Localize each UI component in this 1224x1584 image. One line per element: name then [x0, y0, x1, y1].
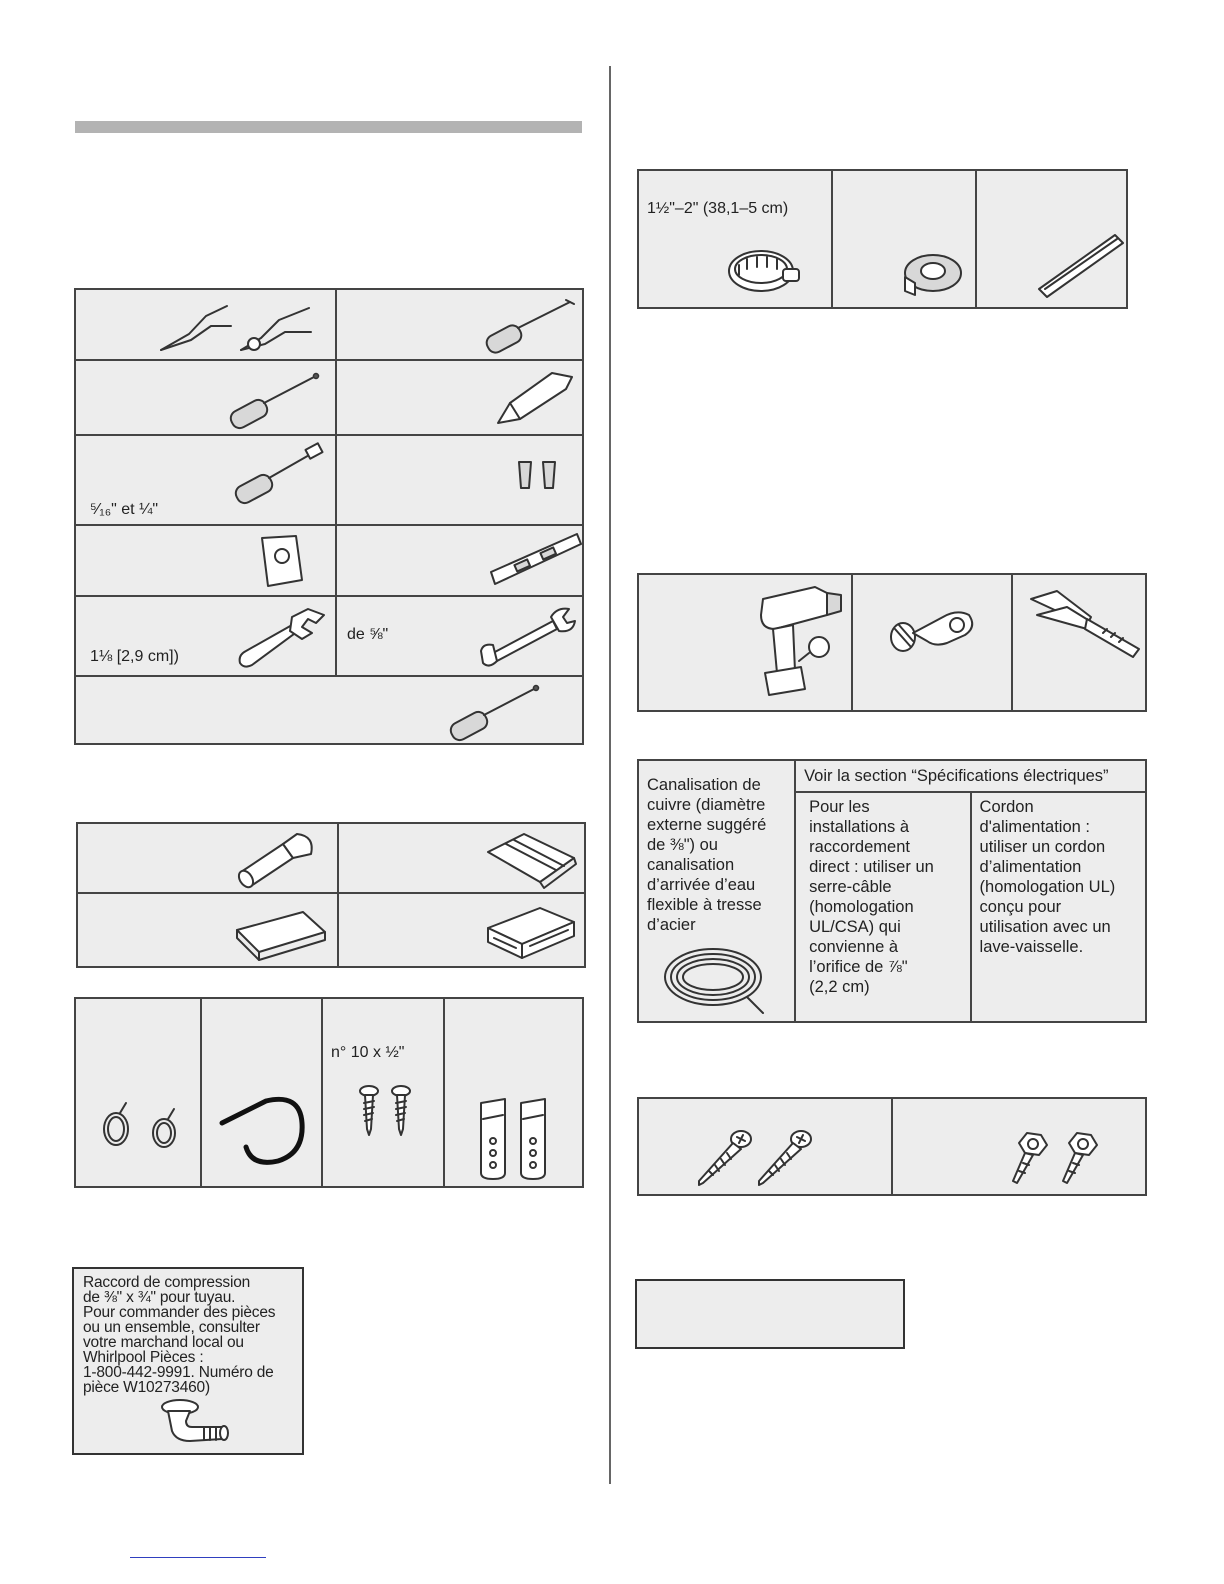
phillips-screwdriver-icon — [226, 369, 326, 431]
direct-wire-line: (2,2 cm) — [809, 978, 870, 996]
parts-cell-cable-tie — [201, 998, 323, 1187]
fitting-line: ou un ensemble, consulter — [83, 1319, 260, 1336]
power-cord-line: (homologation UL) — [979, 878, 1116, 896]
fitting-line: Raccord de compression — [83, 1274, 251, 1291]
electrical-header-cell — [795, 760, 1146, 792]
tools-cell-phillips — [75, 360, 336, 435]
open-end-wrench-icon — [477, 603, 577, 669]
parts-cell-screws — [322, 998, 444, 1187]
power-cord-line: d’alimentation — [979, 858, 1082, 876]
water-supply-text — [639, 761, 794, 941]
pliers-icon — [161, 296, 331, 356]
coiled-tubing-icon — [661, 945, 771, 1017]
hose-clamps-icon — [96, 1099, 196, 1155]
power-tools-table — [637, 573, 1147, 712]
direct-wire-cell — [795, 792, 970, 1022]
drain-cell-clamp — [638, 170, 832, 308]
direct-wire-line: l’orifice de ⅞" — [809, 958, 908, 976]
cable-tie-icon — [216, 1087, 316, 1177]
supply-line: canalisation — [647, 856, 735, 874]
flashlight-icon — [233, 830, 323, 890]
tools-table — [74, 288, 584, 745]
tools-cell-label: de ⅝" — [346, 626, 389, 643]
power-tool-cell-stripper — [1012, 574, 1146, 711]
power-cord-line: lave-vaisselle. — [979, 938, 1084, 956]
hose-clamp-icon — [727, 247, 807, 297]
tools-cell-pliers — [75, 289, 336, 360]
mounting-brackets-icon — [475, 1097, 565, 1181]
supply-line: Canalisation de — [647, 776, 761, 794]
tools-cell-level — [336, 525, 583, 596]
parts-table — [74, 997, 584, 1188]
fitting-line: Pour commander des pièces — [83, 1304, 276, 1321]
flat-screwdriver-icon — [482, 296, 582, 356]
parts-cell-clamps — [75, 998, 201, 1187]
direct-wire-line: direct : utiliser un — [809, 858, 934, 876]
wire-connectors-icon — [517, 458, 567, 494]
tools-cell-tape-measure — [75, 525, 336, 596]
tools-cell-label: 1⅛ [2,9 cm]) — [90, 648, 179, 665]
mounting-screws-table — [637, 1097, 1147, 1196]
tools-cell-knife — [336, 360, 583, 435]
optional-cell-pan — [77, 893, 338, 967]
power-cord-line: d'alimentation : — [979, 818, 1090, 836]
direct-wire-line: UL/CSA) qui — [809, 918, 901, 936]
fitting-line: 1-800-442-9991. Numéro de — [83, 1364, 274, 1381]
tape-roll-icon — [901, 251, 971, 297]
direct-wire-line: (homologation — [809, 898, 914, 916]
screwdriver-icon — [446, 681, 546, 743]
direct-wire-line: convienne à — [809, 938, 899, 956]
drain-cell-label: 1½"–2" (38,1–5 cm) — [647, 200, 789, 217]
tools-cell-flat-screwdriver — [336, 289, 583, 360]
shallow-pan-icon — [233, 904, 333, 960]
blank-label-box — [635, 1279, 905, 1349]
phillips-screws-icon — [691, 1125, 821, 1189]
wire-stripper-icon — [1027, 585, 1147, 665]
power-cord-line: utiliser un cordon — [979, 838, 1106, 856]
direct-wire-line: serre-câble — [809, 878, 892, 896]
fitting-line: de ⅜" x ¾" pour tuyau. — [83, 1289, 236, 1306]
power-cord-line: Cordon — [979, 798, 1034, 816]
fitting-line: pièce W10273460) — [83, 1379, 210, 1396]
fitting-line: Whirlpool Pièces : — [83, 1349, 204, 1366]
wood-block-icon — [484, 902, 584, 960]
optional-cell-towel — [338, 823, 585, 893]
supply-line: cuivre (diamètre — [647, 796, 766, 814]
tape-measure-icon — [258, 532, 308, 590]
electrical-header: Voir la section “Spécifications électriques” — [804, 767, 1109, 785]
utility-knife-icon — [492, 367, 577, 429]
optional-cell-block — [338, 893, 585, 967]
level-icon — [485, 528, 585, 592]
drain-cell-strip — [976, 170, 1127, 308]
drain-parts-table — [637, 169, 1128, 309]
tools-cell-label: ⁵⁄₁₆" et ¼" — [90, 501, 159, 518]
adjustable-wrench-icon — [236, 603, 332, 671]
tubing-cutter-icon — [887, 595, 977, 657]
power-tool-cell-drill — [638, 574, 852, 711]
fitting-description — [83, 1275, 298, 1395]
hex-screws-icon — [999, 1129, 1109, 1189]
tools-cell-nut-driver — [75, 435, 336, 525]
footer-link-underline — [130, 1557, 266, 1558]
section-header-bar — [75, 121, 582, 133]
water-supply-cell — [638, 760, 795, 1022]
column-divider — [609, 66, 611, 1484]
parts-cell-label: n° 10 x ½" — [331, 1044, 405, 1061]
supply-electrical-table — [637, 759, 1147, 1023]
tools-cell-adjustable-wrench — [75, 596, 336, 676]
drain-cell-tape — [832, 170, 976, 308]
screws-cell-hex — [892, 1098, 1146, 1195]
direct-wire-text — [796, 793, 969, 1003]
direct-wire-line: Pour les — [809, 798, 870, 816]
strip-icon — [1035, 229, 1125, 299]
cordless-drill-icon — [749, 585, 849, 701]
towel-icon — [484, 828, 584, 890]
tools-cell-wire-connectors — [336, 435, 583, 525]
optional-items-table — [76, 822, 586, 968]
supply-line: externe suggéré — [647, 816, 767, 834]
parts-cell-brackets — [444, 998, 583, 1187]
power-cord-text — [972, 793, 1145, 963]
supply-line: flexible à tresse — [647, 896, 762, 914]
optional-cell-flashlight — [77, 823, 338, 893]
screws-cell-phillips — [638, 1098, 892, 1195]
power-cord-line: utilisation avec un — [979, 918, 1111, 936]
direct-wire-line: installations à — [809, 818, 910, 836]
compression-fitting-box — [72, 1267, 304, 1455]
power-cord-cell — [971, 792, 1146, 1022]
direct-wire-line: raccordement — [809, 838, 910, 856]
elbow-fitting-icon — [158, 1397, 238, 1451]
power-cord-line: conçu pour — [979, 898, 1062, 916]
nut-driver-icon — [231, 444, 331, 506]
tools-cell-open-end-wrench — [336, 596, 583, 676]
screws-icon — [353, 1083, 423, 1139]
tools-cell-screwdriver — [75, 676, 583, 744]
fitting-line: votre marchand local ou — [83, 1334, 244, 1351]
power-tool-cell-cutter — [852, 574, 1012, 711]
supply-line: d’arrivée d’eau — [647, 876, 756, 894]
supply-line: de ⅜") ou — [647, 836, 718, 854]
supply-line: d’acier — [647, 916, 696, 934]
